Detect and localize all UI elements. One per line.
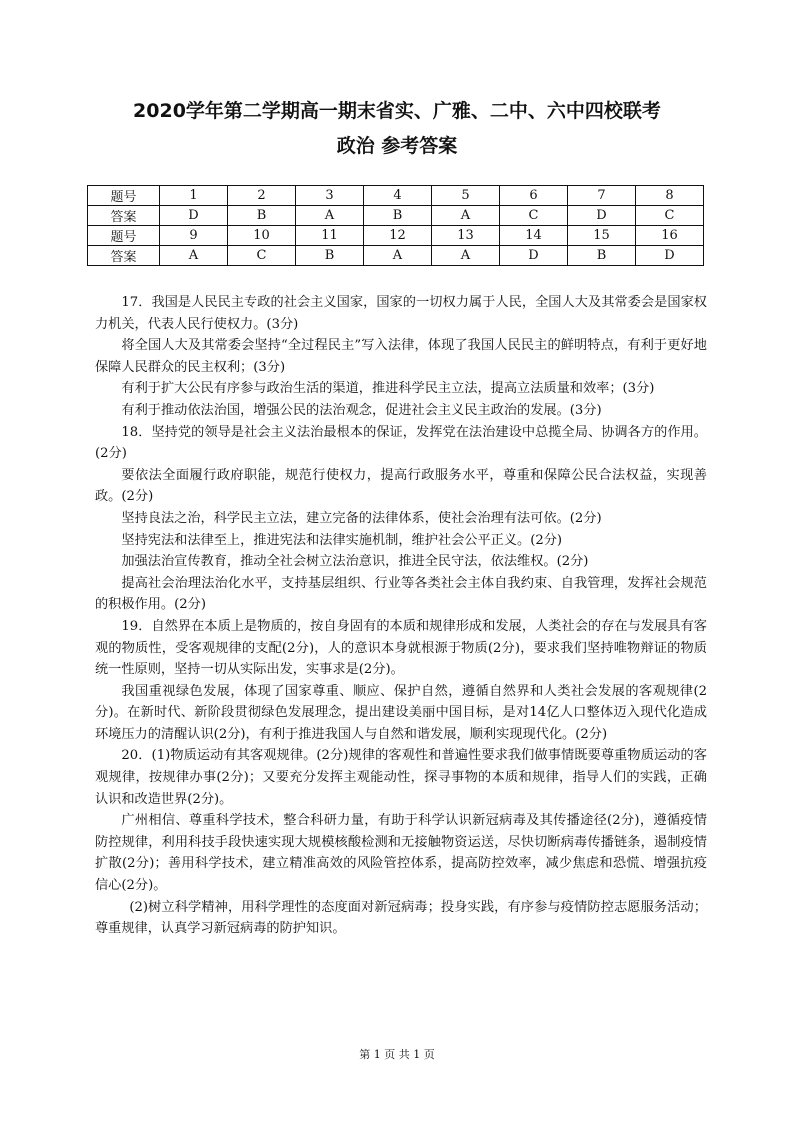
table-cell: 16	[636, 226, 704, 246]
answer-paragraph: 17．我国是人民民主专政的社会主义国家，国家的一切权力属于人民，全国人大及其常委会是国家权力机关，代表人民行使权力。(3分)	[95, 295, 707, 332]
table-cell: 9	[160, 226, 228, 246]
table-cell: D	[636, 246, 704, 266]
table-cell: 10	[228, 226, 296, 246]
table-cell: D	[568, 206, 636, 226]
table-cell: 1	[160, 186, 228, 206]
table-cell: 答案	[88, 246, 160, 266]
page-footer: 第 1 页 共 1 页	[359, 1048, 435, 1061]
table-cell: 2	[228, 186, 296, 206]
table-cell: C	[228, 246, 296, 266]
answer-body	[95, 292, 707, 940]
table-cell: 13	[432, 226, 500, 246]
table-row	[88, 206, 704, 226]
table-cell: 题号	[88, 226, 160, 246]
table-cell: A	[364, 246, 432, 266]
table-cell: 8	[636, 186, 704, 206]
page-subtitle: 政治 参考答案	[336, 135, 458, 157]
table-cell: B	[568, 246, 636, 266]
table-cell: 3	[296, 186, 364, 206]
table-row	[88, 186, 704, 206]
table-cell: 6	[500, 186, 568, 206]
answer-paragraph: 有利于扩大公民有序参与政治生活的渠道，推进科学民主立法，提高立法质量和效率；(3分)	[121, 381, 655, 397]
table-cell: C	[636, 206, 704, 226]
table-row	[88, 246, 704, 266]
answer-paragraph: 加强法治宣传教育，推动全社会树立法治意识，推进全民守法，依法维权。(2分)	[121, 554, 589, 570]
table-cell: D	[160, 206, 228, 226]
table-cell: 5	[432, 186, 500, 206]
answer-paragraph: 我国重视绿色发展，体现了国家尊重、顺应、保护自然，遵循自然界和人类社会发展的客观规律(2分)。在新时代、新阶段贯彻绿色发展理念，提出建设美丽中国目标，是对14亿人口整体迈入现代化造成环境压力的清醒认识(2分)，有利于推进我国人与自然和谐发展，顺利实现现代化。(2分)	[95, 683, 707, 742]
table-cell: 答案	[88, 206, 160, 226]
answer-paragraph: 坚持宪法和法律至上，推进宪法和法律实施机制，维护社会公平正义。(2分)	[121, 532, 563, 548]
answer-table	[87, 185, 704, 266]
answer-paragraph: (2)树立科学精神，用科学理性的态度面对新冠病毒；投身实践，有序参与疫情防控志愿服务活动；尊重规律，认真学习新冠病毒的防护知识。	[95, 899, 707, 937]
answer-paragraph: 要依法全面履行政府职能，规范行使权力，提高行政服务水平，尊重和保障公民合法权益，实现善政。(2分)	[95, 467, 707, 505]
table-cell: A	[432, 206, 500, 226]
answer-paragraph: 有利于推动依法治国，增强公民的法治观念，促进社会主义民主政治的发展。(3分)	[121, 402, 602, 418]
table-cell: 14	[500, 226, 568, 246]
answer-paragraph: 将全国人大及其常委会坚持“全过程民主”写入法律，体现了我国人民民主的鲜明特点，有利于更好地保障人民群众的民主权利；(3分)	[95, 338, 707, 375]
table-cell: D	[500, 246, 568, 266]
table-cell: A	[296, 206, 364, 226]
answer-paragraph: 18．坚持党的领导是社会主义法治最根本的保证，发挥党在法治建设中总揽全局、协调各方的作用。(2分)	[95, 424, 707, 462]
table-cell: A	[160, 246, 228, 266]
answer-paragraph: 坚持良法之治，科学民主立法，建立完备的法律体系，使社会治理有法可依。(2分)	[121, 510, 602, 526]
table-cell: 4	[364, 186, 432, 206]
table-cell: 15	[568, 226, 636, 246]
table-cell: B	[228, 206, 296, 226]
answer-paragraph: 广州相信、尊重科学技术，整合科研力量，有助于科学认识新冠病毒及其传播途径(2分)，遵循疫情防控规律，利用科技手段快速实现大规模核酸检测和无接触物资运送，尽快切断病毒传播链条，遏制疫情扩散(2分)；善用科学技术，建立精准高效的风险管控体系，提高防控效率，减少焦虑和恐慌、增强抗疫信心(2分)。	[95, 813, 707, 894]
table-cell: B	[364, 206, 432, 226]
answer-paragraph: 19．自然界在本质上是物质的，按自身固有的本质和规律形成和发展，人类社会的存在与发展具有客观的物质性，受客观规律的支配(2分)，人的意识本身就根源于物质(2分)，要求我们坚持唯物辩证的物质统一性原则，坚持一切从实际出发，实事求是(2分)。	[95, 618, 707, 678]
page-title: 2020学年第二学期高一期末省实、广雅、二中、六中四校联考	[133, 100, 661, 122]
table-cell: A	[432, 246, 500, 266]
table-cell: B	[296, 246, 364, 266]
answer-paragraph: 20．(1)物质运动有其客观规律。(2分)规律的客观性和普遍性要求我们做事情既要尊重物质运动的客观规律，按规律办事(2分)；又要充分发挥主观能动性，探寻事物的本质和规律，指导人们的实践，正确认识和改造世界(2分)。	[95, 748, 707, 807]
table-cell: C	[500, 206, 568, 226]
table-row	[88, 226, 704, 246]
table-cell: 11	[296, 226, 364, 246]
table-cell: 题号	[88, 186, 160, 206]
table-cell: 7	[568, 186, 636, 206]
answer-paragraph: 提高社会治理法治化水平，支持基层组织、行业等各类社会主体自我约束、自我管理，发挥社会规范的积极作用。(2分)	[95, 575, 707, 613]
table-cell: 12	[364, 226, 432, 246]
